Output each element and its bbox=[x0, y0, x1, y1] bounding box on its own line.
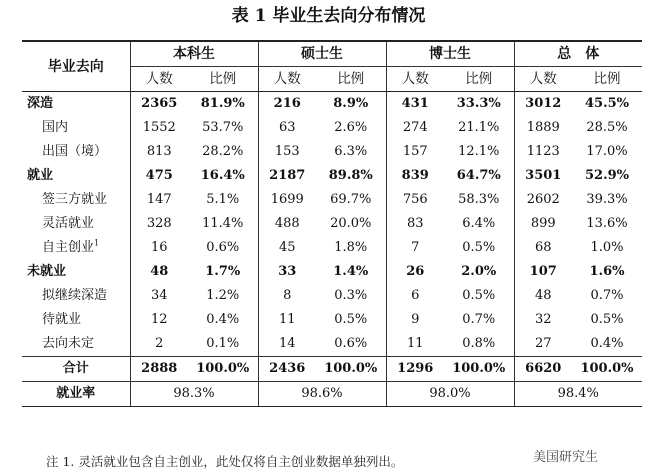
table-cell: 98.3% bbox=[130, 382, 258, 407]
table-cell: 0.5% bbox=[462, 240, 496, 255]
table-cell: 100.0% bbox=[572, 357, 642, 382]
table-cell: 45.5% bbox=[584, 96, 629, 111]
table-cell: 107 bbox=[514, 260, 572, 284]
total-label: 合计 bbox=[22, 357, 130, 382]
table-cell: 33 bbox=[258, 260, 316, 284]
table-cell: 11 bbox=[258, 308, 316, 332]
header-row-groups bbox=[22, 41, 642, 67]
table-cell: 153 bbox=[258, 140, 316, 164]
table-cell: 756 bbox=[386, 188, 444, 212]
table-cell: 52.9% bbox=[584, 168, 629, 183]
table-cell: 27 bbox=[514, 332, 572, 357]
table-cell: 12 bbox=[130, 308, 188, 332]
table-cell: 0.5% bbox=[462, 288, 496, 303]
table-cell: 0.7% bbox=[462, 312, 496, 327]
table-row bbox=[22, 188, 642, 212]
header-sub: 比例 bbox=[444, 67, 514, 92]
header-sub: 比例 bbox=[188, 67, 258, 92]
table-cell: 58.3% bbox=[458, 192, 500, 207]
table-cell: 2.6% bbox=[334, 120, 368, 135]
table-cell: 7 bbox=[386, 236, 444, 260]
row-label: 拟继续深造 bbox=[42, 288, 108, 303]
table-row bbox=[22, 164, 642, 188]
employment-rate-row bbox=[22, 382, 642, 407]
row-label: 去向未定 bbox=[42, 336, 95, 351]
table-cell: 1296 bbox=[386, 357, 444, 382]
table-cell: 28.5% bbox=[586, 120, 628, 135]
header-sub: 人数 bbox=[386, 67, 444, 92]
table-cell: 1123 bbox=[514, 140, 572, 164]
table-cell: 45 bbox=[258, 236, 316, 260]
table-cell: 6.4% bbox=[462, 216, 496, 231]
table-row bbox=[22, 116, 642, 140]
table-cell: 34 bbox=[130, 284, 188, 308]
table-cell: 0.5% bbox=[590, 312, 624, 327]
table-cell: 1.4% bbox=[333, 264, 369, 279]
graduate-destination-table bbox=[22, 40, 642, 407]
table-cell: 0.4% bbox=[206, 312, 240, 327]
table-cell: 157 bbox=[386, 140, 444, 164]
header-sub: 比例 bbox=[316, 67, 386, 92]
table-cell: 2365 bbox=[130, 92, 188, 117]
table-cell: 32 bbox=[514, 308, 572, 332]
table-cell: 3501 bbox=[514, 164, 572, 188]
table-cell: 1889 bbox=[514, 116, 572, 140]
header-group: 博士生 bbox=[386, 41, 514, 67]
table-cell: 1699 bbox=[258, 188, 316, 212]
table-cell: 63 bbox=[258, 116, 316, 140]
row-label: 出国（境） bbox=[42, 144, 108, 159]
table-cell: 53.7% bbox=[202, 120, 244, 135]
table-cell: 100.0% bbox=[316, 357, 386, 382]
footnote: 注 1. 灵活就业包含自主创业，此处仅将自主创业数据单独列出。 bbox=[46, 454, 404, 469]
total-row bbox=[22, 357, 642, 382]
table-cell: 98.0% bbox=[386, 382, 514, 407]
table-cell: 98.4% bbox=[514, 382, 642, 407]
table-cell: 33.3% bbox=[456, 96, 501, 111]
table-cell: 839 bbox=[386, 164, 444, 188]
table-cell: 2187 bbox=[258, 164, 316, 188]
table-row bbox=[22, 308, 642, 332]
table-cell: 2.0% bbox=[461, 264, 497, 279]
table-row bbox=[22, 284, 642, 308]
row-label: 自主创业$^1$ bbox=[42, 238, 100, 255]
table-cell: 39.3% bbox=[586, 192, 628, 207]
table-cell: 68 bbox=[514, 236, 572, 260]
table-cell: 147 bbox=[130, 188, 188, 212]
table-cell: 16 bbox=[130, 236, 188, 260]
table-cell: 1.7% bbox=[205, 264, 241, 279]
table-cell: 2888 bbox=[130, 357, 188, 382]
header-group: 本科生 bbox=[130, 41, 258, 67]
table-cell: 6.3% bbox=[334, 144, 368, 159]
table-cell: 1.0% bbox=[590, 240, 624, 255]
table-cell: 2 bbox=[130, 332, 188, 357]
table-cell: 13.6% bbox=[586, 216, 628, 231]
table-cell: 98.6% bbox=[258, 382, 386, 407]
table-cell: 100.0% bbox=[188, 357, 258, 382]
table-cell: 20.0% bbox=[330, 216, 372, 231]
table-row bbox=[22, 332, 642, 357]
table-cell: 5.1% bbox=[206, 192, 240, 207]
table-cell: 0.1% bbox=[206, 336, 240, 351]
table-cell: 431 bbox=[386, 92, 444, 117]
header-group: 硕士生 bbox=[258, 41, 386, 67]
table-row bbox=[22, 260, 642, 284]
header-sub: 比例 bbox=[572, 67, 642, 92]
table-cell: 64.7% bbox=[456, 168, 501, 183]
table-cell: 48 bbox=[130, 260, 188, 284]
row-label: 深造 bbox=[27, 96, 54, 111]
table-cell: 1.8% bbox=[334, 240, 368, 255]
row-label: 待就业 bbox=[42, 312, 82, 327]
table-cell: 100.0% bbox=[444, 357, 514, 382]
table-cell: 0.7% bbox=[590, 288, 624, 303]
table-cell: 0.8% bbox=[462, 336, 496, 351]
table-cell: 11.4% bbox=[202, 216, 244, 231]
header-sub: 人数 bbox=[130, 67, 188, 92]
table-cell: 2436 bbox=[258, 357, 316, 382]
table-cell: 1552 bbox=[130, 116, 188, 140]
row-label: 国内 bbox=[42, 120, 69, 135]
table-cell: 28.2% bbox=[202, 144, 244, 159]
footnote-marker: 1 bbox=[94, 238, 100, 248]
table-cell: 9 bbox=[386, 308, 444, 332]
table-row bbox=[22, 140, 642, 164]
table-cell: 83 bbox=[386, 212, 444, 236]
table-cell: 274 bbox=[386, 116, 444, 140]
table-cell: 16.4% bbox=[200, 168, 245, 183]
table-cell: 813 bbox=[130, 140, 188, 164]
table-row bbox=[22, 212, 642, 236]
table-cell: 1.2% bbox=[206, 288, 240, 303]
table-cell: 475 bbox=[130, 164, 188, 188]
table-cell: 21.1% bbox=[458, 120, 500, 135]
row-label: 就业 bbox=[27, 168, 54, 183]
table-cell: 6 bbox=[386, 284, 444, 308]
table-cell: 328 bbox=[130, 212, 188, 236]
table-cell: 3012 bbox=[514, 92, 572, 117]
table-cell: 12.1% bbox=[458, 144, 500, 159]
row-label: 签三方就业 bbox=[42, 192, 108, 207]
table-cell: 899 bbox=[514, 212, 572, 236]
table-cell: 0.3% bbox=[334, 288, 368, 303]
table-cell: 69.7% bbox=[330, 192, 372, 207]
header-row-label: 毕业去向 bbox=[22, 41, 130, 92]
table-cell: 0.4% bbox=[590, 336, 624, 351]
table-row bbox=[22, 236, 642, 260]
table-cell: 26 bbox=[386, 260, 444, 284]
table-cell: 48 bbox=[514, 284, 572, 308]
table-cell: 2602 bbox=[514, 188, 572, 212]
table-cell: 488 bbox=[258, 212, 316, 236]
table-cell: 17.0% bbox=[586, 144, 628, 159]
watermark-label: 美国研究生 bbox=[530, 446, 601, 465]
table-cell: 14 bbox=[258, 332, 316, 357]
employment-rate-label: 就业率 bbox=[56, 386, 96, 401]
table-cell: 0.5% bbox=[334, 312, 368, 327]
table-title: 表 1 毕业生去向分布情况 bbox=[231, 6, 426, 26]
table-cell: 0.6% bbox=[334, 336, 368, 351]
header-sub: 人数 bbox=[258, 67, 316, 92]
table-cell: 8 bbox=[258, 284, 316, 308]
table-row bbox=[22, 92, 642, 117]
table-cell: 11 bbox=[386, 332, 444, 357]
header-group: 总 体 bbox=[514, 41, 642, 67]
table-cell: 89.8% bbox=[328, 168, 373, 183]
header-sub: 人数 bbox=[514, 67, 572, 92]
table-cell: 81.9% bbox=[200, 96, 245, 111]
table-cell: 6620 bbox=[514, 357, 572, 382]
table-cell: 0.6% bbox=[206, 240, 240, 255]
table-cell: 8.9% bbox=[333, 96, 369, 111]
row-label: 未就业 bbox=[27, 264, 67, 279]
table-cell: 216 bbox=[258, 92, 316, 117]
table-cell: 1.6% bbox=[589, 264, 625, 279]
row-label: 灵活就业 bbox=[42, 216, 95, 231]
